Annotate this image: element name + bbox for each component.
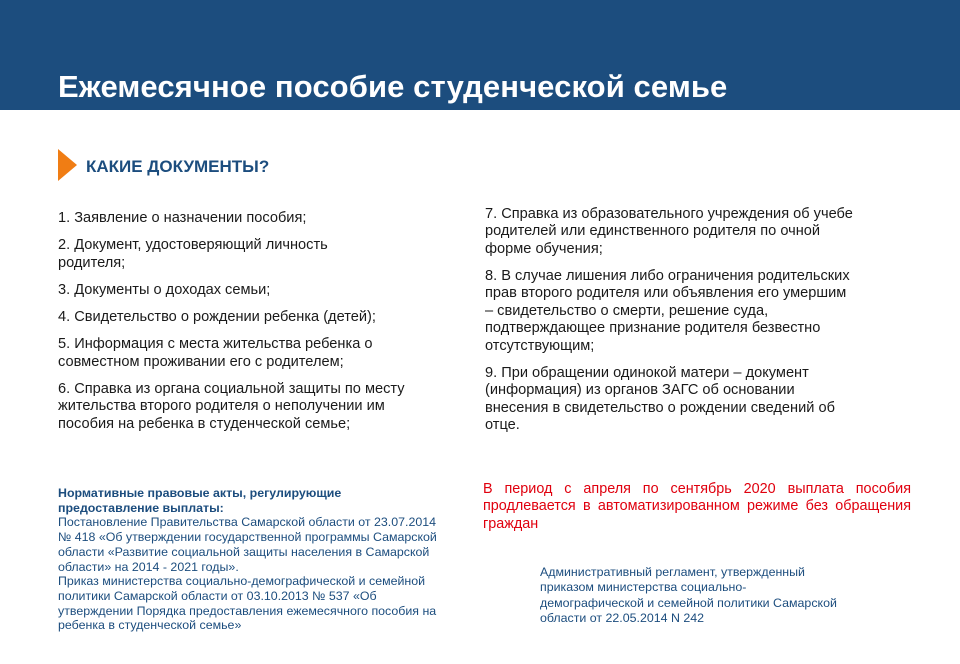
section-title: КАКИЕ ДОКУМЕНТЫ? (86, 157, 270, 176)
list-item: 2. Документ, удостоверяющий личность родителя; (58, 237, 328, 271)
list-item: 1. Заявление о назначении пособия; (58, 210, 307, 226)
list-item: 3. Документы о доходах семьи; (58, 281, 271, 298)
administrative-regulation: Административный регламент, утвержденный приказом министерства социально- демографической и семейной политики Самарской области от 22.05.2014 N 242 (540, 565, 837, 625)
legal-acts-text: Постановление Правительства Самарской области от 23.07.2014 № 418 «Об утверждении государственной программы Самарской области «Развитие социальной защиты населения в Самарской области» на 2014 - 2021 годы». Приказ министерства социально-демографической и семейной политики Самарской области от 03.10.2013 № 537 «Об утверждении Порядка предоставления ежемесячного пособия на ребенка в студенческой семье» (58, 515, 437, 633)
list-item: 6. Справка из органа социальной защиты по месту жительства второго родителя о неполучении им пособия на ребенка в студенческой семье; (58, 380, 405, 432)
documents-list-left (58, 210, 458, 443)
payment-notice: В период с апреля по сентябрь 2020 выплата пособия продлевается в автоматизированном режиме без обращения граждан (483, 481, 911, 532)
legal-acts-heading: Нормативные правовые акты, регулирующие предоставление выплаты: (58, 486, 342, 515)
list-item: 7. Справка из образовательного учреждения об учебе родителей или единственного родителя по очной форме обучения; (485, 206, 853, 257)
list-item: 5. Информация с места жительства ребенка о совместном проживании его с родителем; (58, 336, 373, 370)
list-item: 4. Свидетельство о рождении ребенка (детей); (58, 309, 376, 326)
legal-acts-block (58, 486, 473, 633)
orange-arrow-icon (58, 149, 77, 181)
list-item: 9. При обращении одинокой матери – документ (информация) из органов ЗАГС об основании внесения в свидетельство о рождении сведений об отце. (485, 364, 835, 434)
page-title: Ежемесячное пособие студенческой семье (58, 69, 728, 104)
documents-list-right (485, 206, 905, 444)
header-banner (0, 0, 960, 110)
list-item: 8. В случае лишения либо ограничения родительских прав второго родителя или объявления его умершим – свидетельство о смерти, решение суда, подтверждающее признание родителя безвестно отсутствующим; (485, 268, 850, 354)
